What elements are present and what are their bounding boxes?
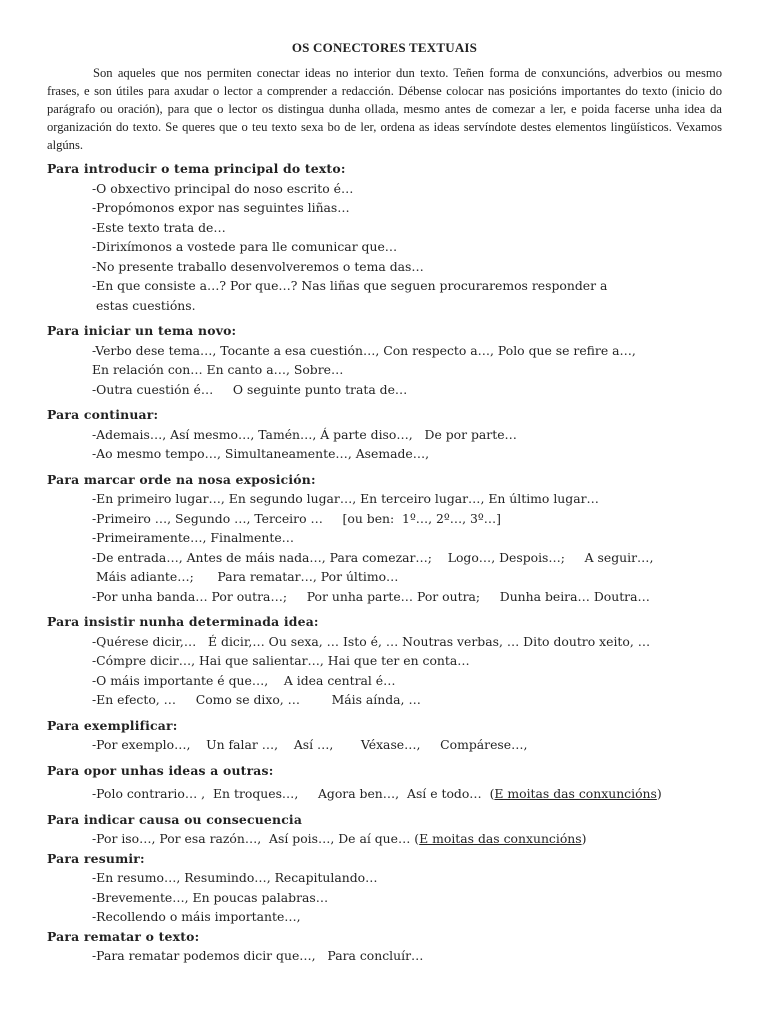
- underlined-note: E moitas das conxuncións: [419, 831, 582, 846]
- section-introducir-tema: [47, 159, 722, 315]
- section-heading: Para continuar:: [47, 407, 159, 422]
- list-item: -O obxectivo principal do noso escrito é…: [92, 180, 354, 196]
- section-continuar: [47, 405, 722, 464]
- section-heading: Para resumir:: [47, 850, 145, 866]
- list-item: -Propómonos expor nas seguintes liñas…: [92, 200, 350, 215]
- list-item: -Por exemplo…, Un falar …, Así …, Véxase…, Compárese…,: [92, 737, 528, 752]
- section-exemplificar: [47, 716, 722, 755]
- section-heading: Para indicar causa ou consecuencia: [47, 811, 303, 827]
- list-item: -En primeiro lugar…, En segundo lugar…, En terceiro lugar…, En último lugar…: [92, 491, 599, 506]
- section-insistir-idea: [47, 612, 722, 710]
- list-item: -Por unha banda… Por outra…; Por unha parte… Por outra; Dunha beira… Doutra…: [92, 588, 650, 604]
- list-item: estas cuestións.: [92, 297, 196, 313]
- list-item: -Ademais…, Así mesmo…, Tamén…, Á parte diso…, De por parte…: [92, 426, 517, 442]
- section-heading: Para introducir o tema principal do texto:: [47, 161, 346, 176]
- list-item: -Outra cuestión é… O seguinte punto trata de…: [92, 381, 408, 397]
- list-item: [47, 784, 722, 804]
- section-heading: Para marcar orde na nosa exposición:: [47, 471, 316, 487]
- intro-paragraph: Son aqueles que nos permiten conectar ideas no interior dun texto. Teñen forma de conxuncións, adverbios ou mesmo frases, e son útiles para axudar o lector a comprender a redacción. Débense colocar nas posicións importantes do texto (inicio do parágrafo ou oración), para que o lector os distingua dunha ollada, mesmo antes de comezar a ler, e poida facerse unha idea da organización do texto. Se queres que o teu texto sexa bo de ler, ordena as ideas servíndote destes elementos lingüísticos. Vexamos algúns.: [47, 66, 722, 152]
- list-item: -En que consiste a…? Por que…? Nas liñas que seguen procuraremos responder a: [92, 278, 608, 293]
- page-title: OS CONECTORES TEXTUAIS: [291, 40, 478, 55]
- section-heading: Para iniciar un tema novo:: [47, 323, 237, 338]
- list-item: En relación con… En canto a…, Sobre…: [92, 362, 344, 377]
- list-item: -Dirixímonos a vostede para lle comunicar que…: [92, 239, 398, 254]
- list-item: -Primeiro …, Segundo …, Terceiro … [ou ben: 1º…, 2º…, 3º…]: [92, 510, 501, 526]
- list-item: -Este texto trata de…: [92, 219, 226, 235]
- section-opor-ideas: [47, 761, 722, 804]
- section-heading: Para rematar o texto:: [47, 928, 200, 944]
- section-rematar-texto: [47, 927, 722, 966]
- section-marcar-orde: [47, 470, 722, 607]
- list-item: -Verbo dese tema…, Tocante a esa cuestión…, Con respecto a…, Polo que se refire a…,: [92, 342, 636, 358]
- list-item-text: -Por iso…, Por esa razón…, Así pois…, De aí que… (: [92, 831, 420, 846]
- list-item: -Ao mesmo tempo…, Simultaneamente…, Asemade…,: [92, 446, 430, 461]
- section-iniciar-tema-novo: [47, 321, 722, 399]
- list-item: -En resumo…, Resumindo…, Recapitulando…: [92, 870, 378, 885]
- underlined-note: E moitas das conxuncións: [494, 786, 657, 801]
- section-heading: Para opor unhas ideas a outras:: [47, 762, 274, 778]
- list-item: -En efecto, … Como se dixo, … Máis aínda, …: [92, 692, 421, 707]
- list-item-closing: ): [656, 786, 662, 801]
- list-item-text: -Polo contrario… , En troques…, Agora ben…, Así e todo… (: [92, 786, 495, 801]
- section-heading: Para insistir nunha determinada idea:: [47, 614, 319, 629]
- section-resumir: [47, 849, 722, 927]
- list-item: -Cómpre dicir…, Hai que salientar…, Hai que ter en conta…: [92, 653, 470, 668]
- list-item: [47, 829, 722, 849]
- list-item: -Recollendo o máis importante…,: [92, 909, 301, 924]
- section-causa-consecuencia: [47, 810, 722, 849]
- list-item: -De entrada…, Antes de máis nada…, Para comezar…; Logo…, Despois…; A seguir…,: [92, 549, 654, 565]
- list-item: Máis adiante…; Para rematar…, Por último…: [92, 569, 399, 584]
- list-item: -Para rematar podemos dicir que…, Para concluír…: [92, 948, 424, 963]
- list-item: -Quérese dicir,… É dicir,… Ou sexa, … Isto é, … Noutras verbas, … Dito doutro xeito, …: [92, 633, 651, 649]
- section-heading: Para exemplificar:: [47, 717, 178, 733]
- list-item: -Brevemente…, En poucas palabras…: [92, 889, 329, 905]
- list-item: -No presente traballo desenvolveremos o tema das…: [92, 258, 424, 274]
- list-item-closing: ): [581, 831, 587, 846]
- list-item: -O máis importante é que…, A idea central é…: [92, 672, 396, 688]
- list-item: -Primeiramente…, Finalmente…: [92, 530, 295, 545]
